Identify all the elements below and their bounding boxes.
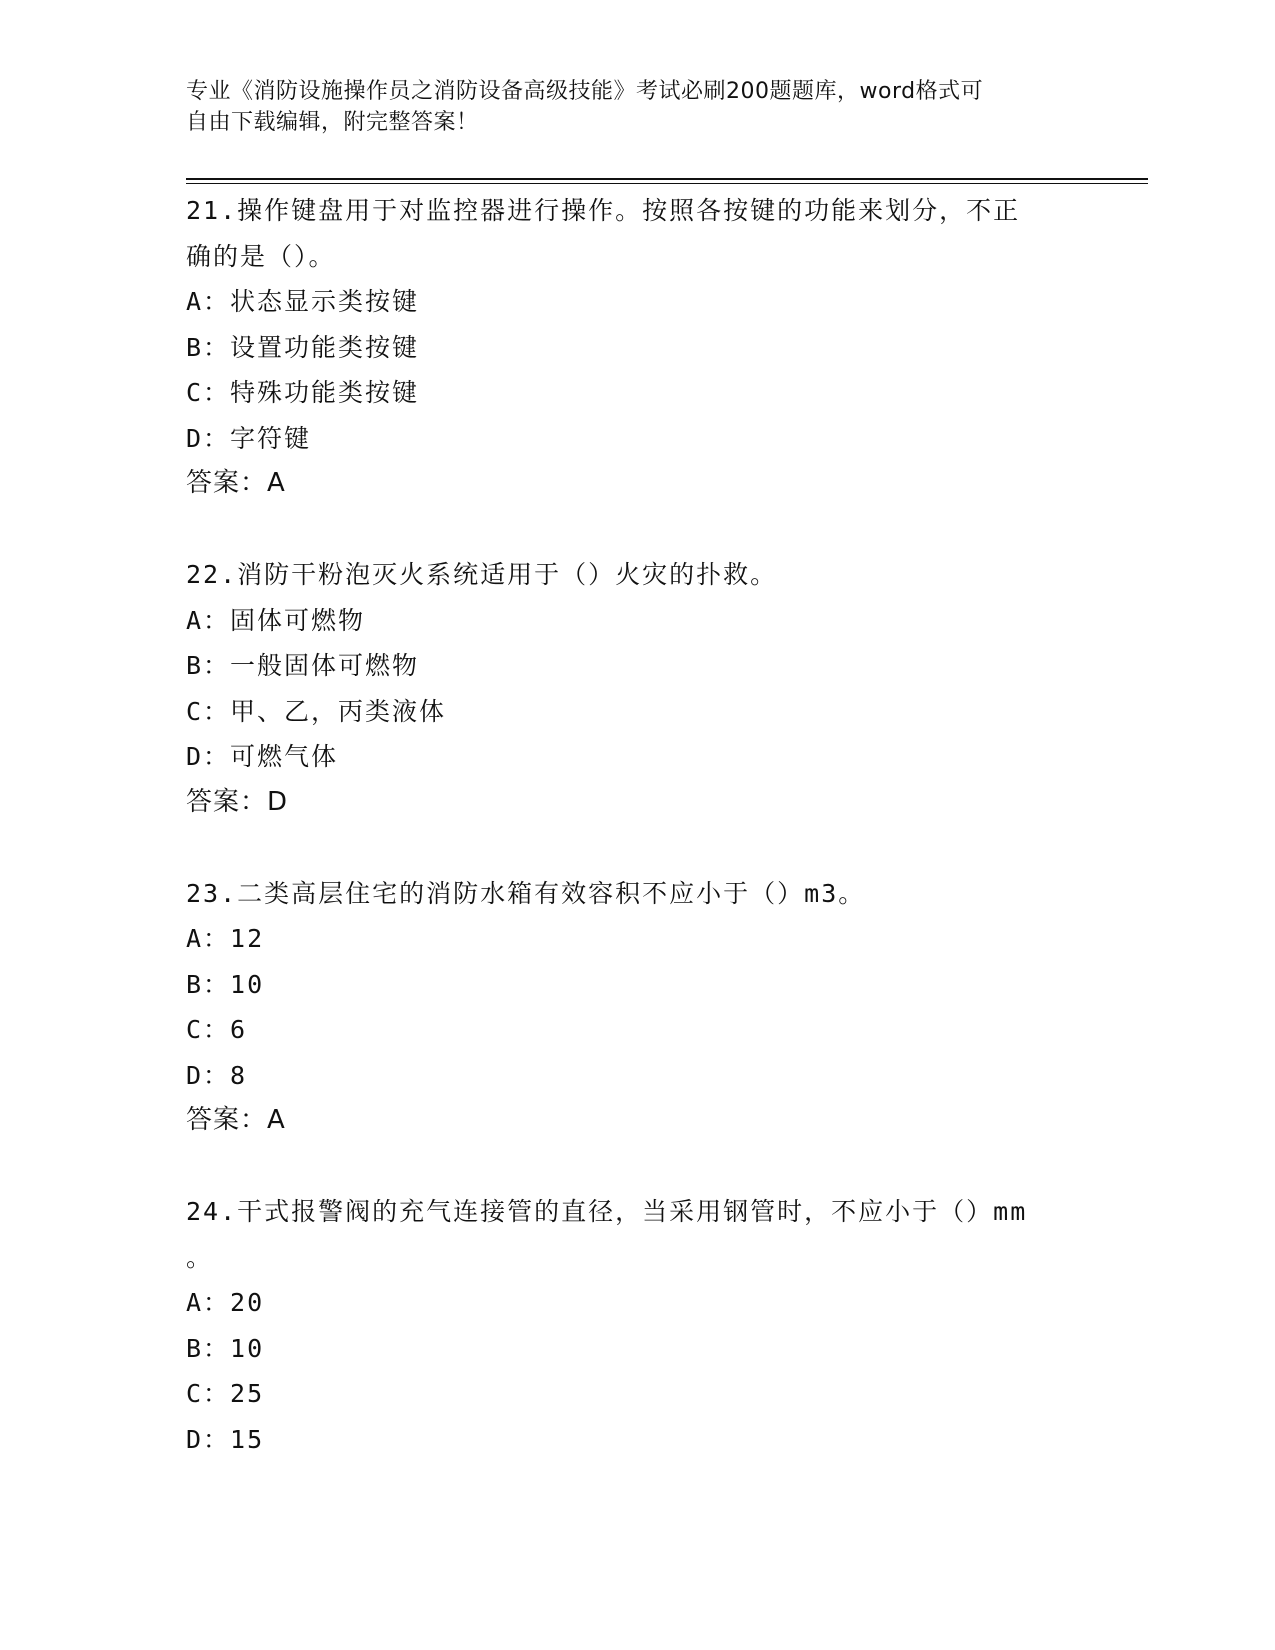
option-a: A：20 xyxy=(186,1288,265,1317)
answer: 答案：A xyxy=(186,468,286,498)
option-b: B：一般固体可燃物 xyxy=(186,651,420,680)
spacer xyxy=(186,1144,1086,1190)
option-d: D：可燃气体 xyxy=(186,742,339,771)
question-stem-line: 。 xyxy=(186,1242,214,1272)
option-a: A：12 xyxy=(186,924,265,953)
question-23 xyxy=(186,871,1086,1144)
question-stem-line: 24.干式报警阀的充气连接管的直径，当采用钢管时，不应小于（）mm xyxy=(186,1197,1028,1226)
question-stem-line: 22.消防干粉泡灭火系统适用于（）火灾的扑救。 xyxy=(186,560,778,589)
option-d: D：15 xyxy=(186,1424,265,1454)
question-stem-line: 21.操作键盘用于对监控器进行操作。按照各按键的功能来划分，不正 xyxy=(186,196,1021,225)
option-a: A：固体可燃物 xyxy=(186,605,366,635)
answer: 答案：A xyxy=(186,1105,286,1135)
header-divider-thick xyxy=(186,178,1148,180)
option-d: D：8 xyxy=(186,1060,248,1090)
header-divider-thin xyxy=(186,183,1148,184)
question-list xyxy=(186,188,1086,1462)
question-stem-line: 确的是（）。 xyxy=(186,241,336,271)
spacer xyxy=(186,825,1086,871)
option-b: B：10 xyxy=(186,1333,265,1363)
option-c: C：25 xyxy=(186,1379,265,1408)
question-stem-line: 23.二类高层住宅的消防水箱有效容积不应小于（）m3。 xyxy=(186,878,866,908)
option-d: D：字符键 xyxy=(186,423,312,453)
option-c: C：甲、乙，丙类液体 xyxy=(186,696,447,726)
option-b: B：设置功能类按键 xyxy=(186,332,420,362)
question-22 xyxy=(186,552,1086,825)
question-24 xyxy=(186,1189,1086,1462)
option-b: B：10 xyxy=(186,969,265,999)
option-c: C：6 xyxy=(186,1015,248,1044)
answer: 答案：D xyxy=(186,786,289,817)
header-line-2: 自由下载编辑，附完整答案！ xyxy=(186,110,479,135)
document-header xyxy=(186,76,1066,138)
option-a: A：状态显示类按键 xyxy=(186,287,420,316)
spacer xyxy=(186,507,1086,553)
option-c: C：特殊功能类按键 xyxy=(186,378,420,407)
question-21 xyxy=(186,188,1086,507)
header-line-1: 专业《消防设施操作员之消防设备高级技能》考试必刷200题题库，word格式可 xyxy=(186,79,984,104)
